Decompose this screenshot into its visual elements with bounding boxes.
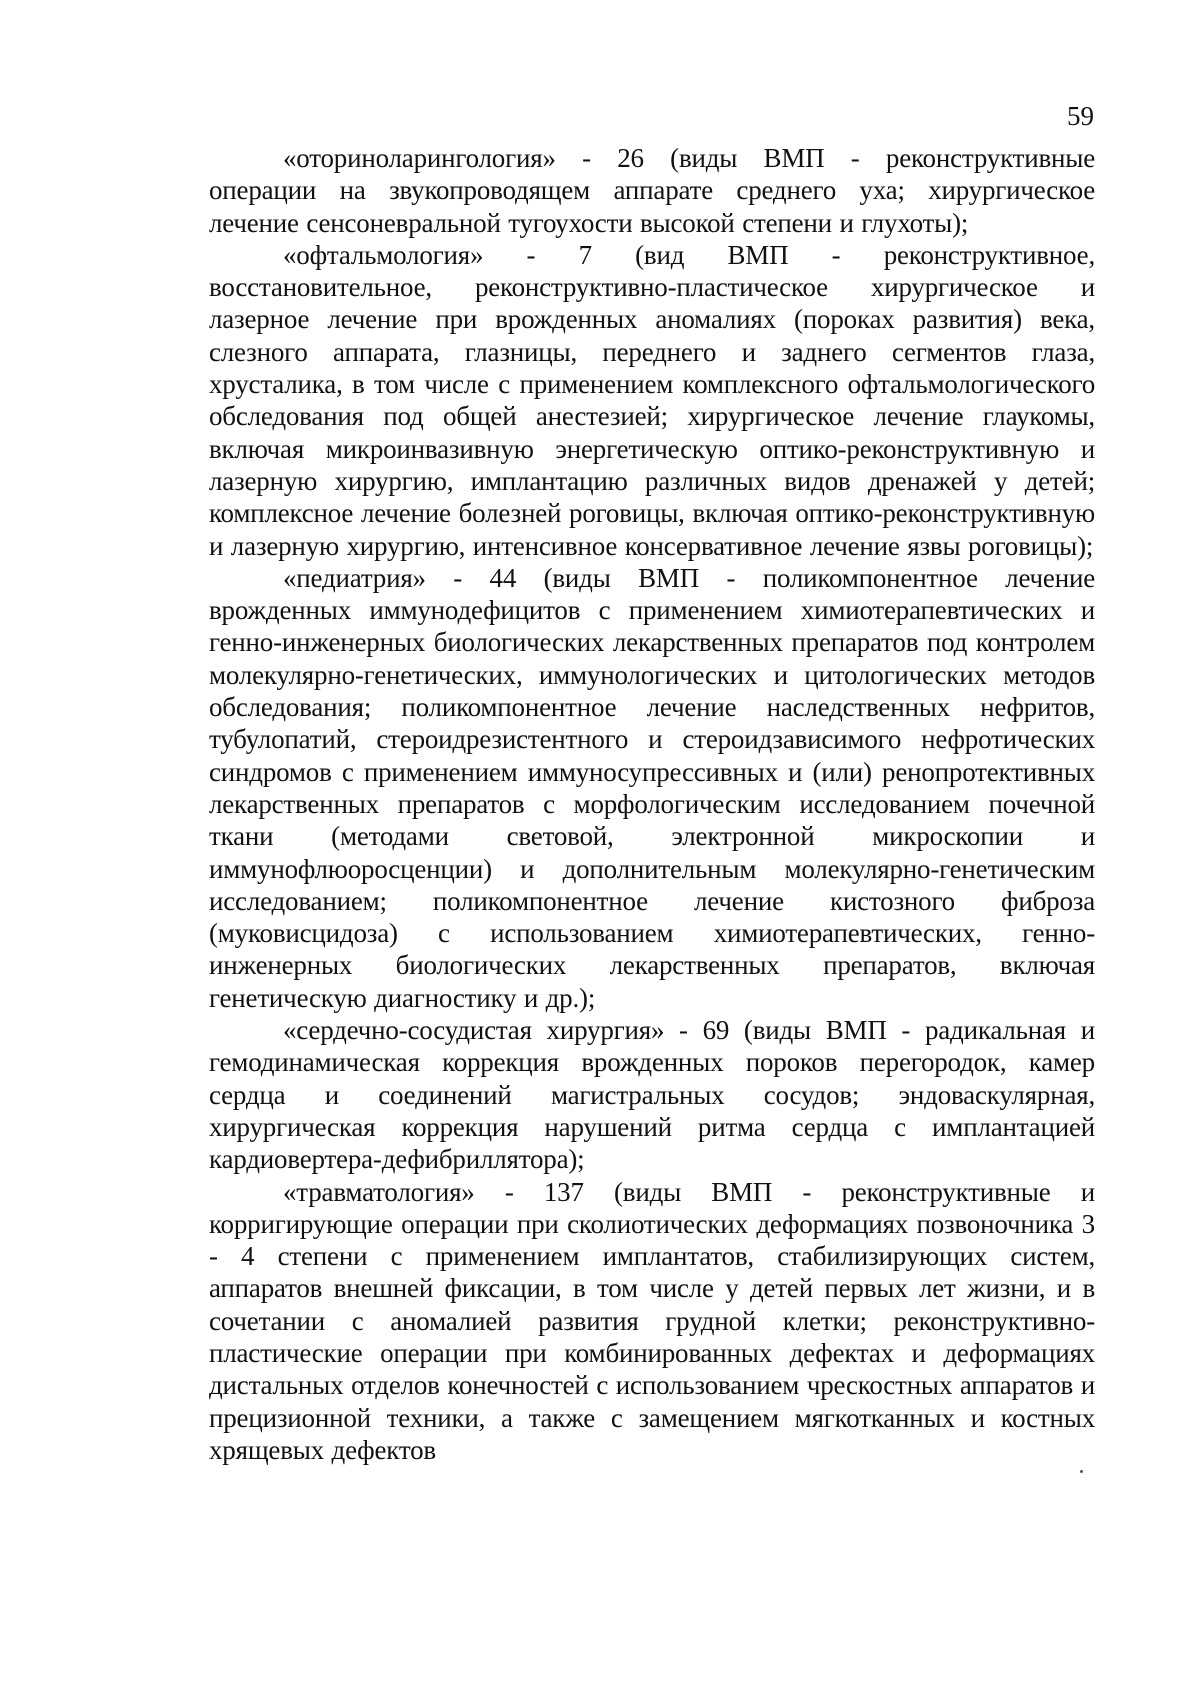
paragraph-otorhinolaryngology: «оториноларингология» - 26 (виды ВМП - реконструктивные операции на звукопроводящем аппарате среднего уха; хирургическое лечение сенсоневральной тугоухости высокой степени и глухоты); (209, 143, 1095, 238)
paragraph-cardiovascular-surgery: «сердечно-сосудистая хирургия» - 69 (виды ВМП - радикальная и гемодинамическая коррекция врожденных пороков перегородок, камер сердца и соединений магистральных сосудов; эндоваскулярная, хирургическая коррекция нарушений ритма сердца с имплантацией кардиовертера-дефибриллятора); (209, 1015, 1095, 1175)
paragraph-traumatology: «травматология» - 137 (виды ВМП - реконструктивные и корригирующие операции при сколиотических деформациях позвоночника 3 - 4 степени с применением имплантатов, стабилизирующих систем, аппаратов внешней фиксации, в том числе у детей первых лет жизни, и в сочетании с аномалией развития грудной клетки; реконструктивно-пластические операции при комбинированных дефектах и деформациях дистальных отделов конечностей с использованием чрескостных аппаратов и прецизионной техники, а также с замещением мягкотканных и костных хрящевых дефектов (209, 1176, 1095, 1465)
paragraph-pediatrics: «педиатрия» - 44 (виды ВМП - поликомпонентное лечение врожденных иммунодефицитов с применением химиотерапевтических и генно-инженерных биологических лекарственных препаратов под контролем молекулярно-генетических, иммунологических и цитологических методов обследования; поликомпонентное лечение наследственных нефритов, тубулопатий, стероидрезистентного и стероидзависимого нефротических синдромов с применением иммуносупрессивных и (или) ренопротективных лекарственных препаратов с морфологическим исследованием почечной ткани (методами световой, электронной микроскопии и иммунофлюоросценции) и дополнительным молекулярно-генетическим исследованием; поликомпонентное лечение кистозного фиброза (муковисцидоза) с использованием химиотерапевтических, генно-инженерных биологических лекарственных препаратов, включая генетическую диагностику и др.); (209, 562, 1095, 1013)
page-number: 59 (1067, 101, 1094, 131)
scan-speck (1080, 1470, 1083, 1473)
paragraph-ophthalmology: «офтальмология» - 7 (вид ВМП - реконструктивное, восстановительное, реконструктивно-пластическое хирургическое и лазерное лечение при врожденных аномалиях (пороках развития) века, слезного аппарата, глазницы, переднего и заднего сегментов глаза, хрусталика, в том числе с применением комплексного офтальмологического обследования под общей анестезией; хирургическое лечение глаукомы, включая микроинвазивную энергетическую оптико-реконструктивную и лазерную хирургию, имплантацию различных видов дренажей у детей; комплексное лечение болезней роговицы, включая оптико-реконструктивную и лазерную хирургию, интенсивное консервативное лечение язвы роговицы); (209, 239, 1095, 561)
document-body (209, 142, 1095, 1466)
